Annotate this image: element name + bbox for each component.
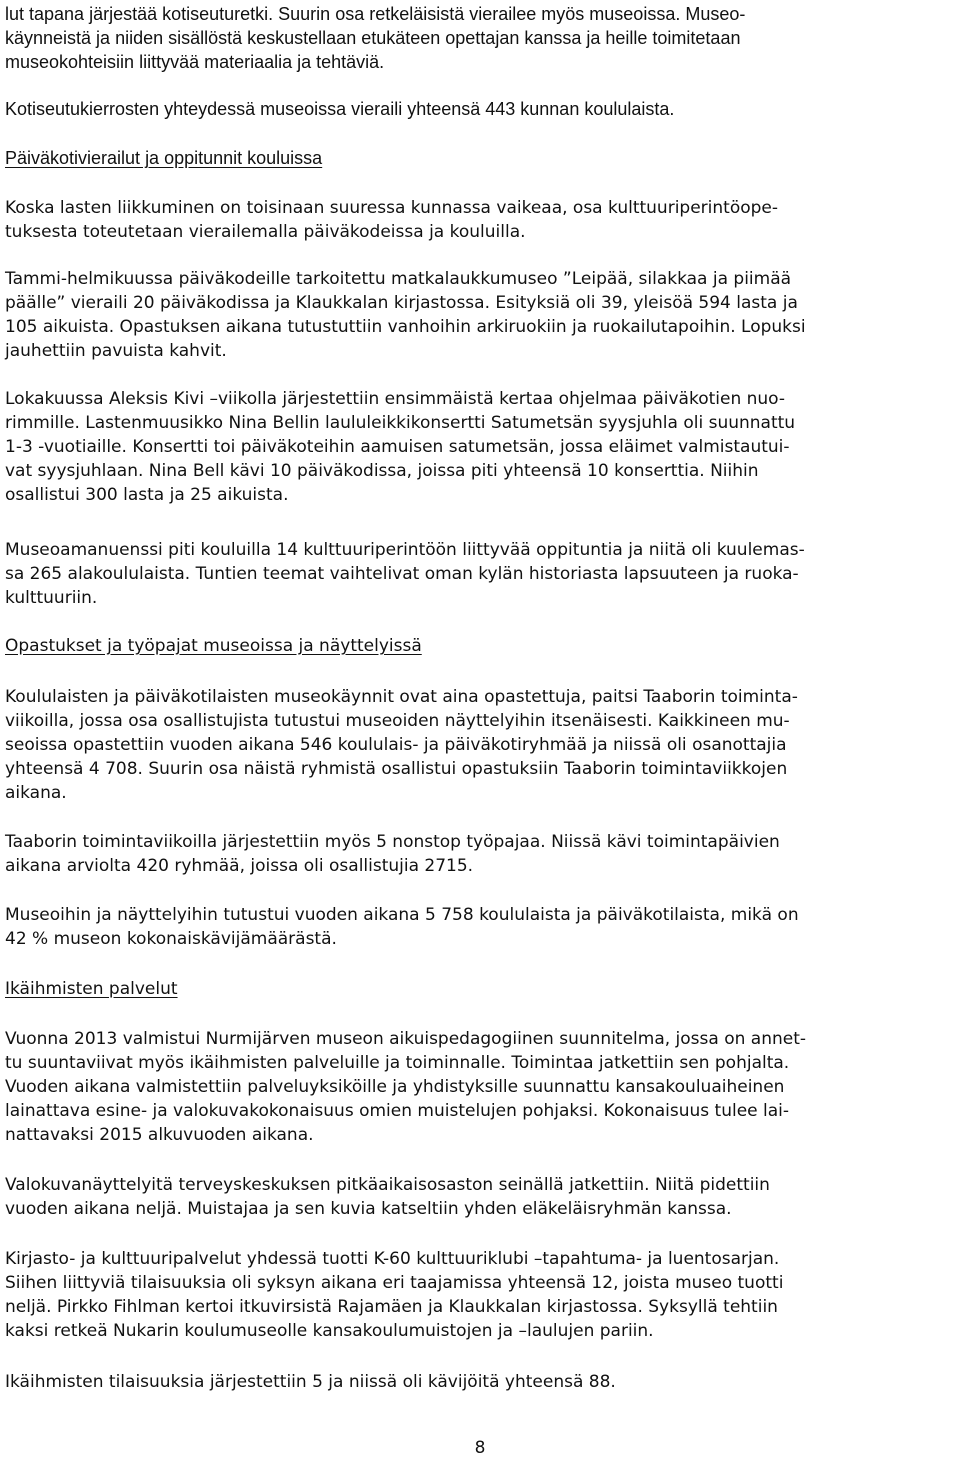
paragraph-line: Vuoden aikana valmistettiin palveluyksiköille ja yhdistyksille suunnattu kansakouluaiheinen xyxy=(5,1077,785,1097)
paragraph-line: tuksesta toteutetaan vierailemalla päiväkodeissa ja kouluilla. xyxy=(5,222,526,242)
paragraph-line: Vuonna 2013 valmistui Nurmijärven museon aikuispedagogiinen suunnitelma, jossa on annet- xyxy=(5,1029,807,1049)
paragraph-line: museokohteisiin liittyvää materiaalia ja tehtäviä. xyxy=(5,52,385,72)
section-heading: Päiväkotivierailut ja oppitunnit kouluissa xyxy=(5,148,323,168)
paragraph-line: Museoamanuenssi piti kouluilla 14 kulttuuriperintöön liittyvää oppituntia ja niitä oli kuulemas- xyxy=(5,540,805,560)
paragraph-line: 105 aikuista. Opastuksen aikana tutustuttiin vanhoihin arkiruokiin ja ruokailutapoihin. Lopuksi xyxy=(5,317,806,337)
paragraph-line: Taaborin toimintaviikoilla järjestettiin myös 5 nonstop työpajaa. Niissä kävi toimintapäivien xyxy=(5,832,780,852)
paragraph-line: Siihen liittyviä tilaisuuksia oli syksyn aikana eri taajamissa yhteensä 12, joista museo tuotti xyxy=(5,1273,784,1293)
paragraph-line: 1-3 -vuotiaille. Konsertti toi päiväkoteihin aamuisen satumetsän, jossa eläimet valmistautui- xyxy=(5,437,790,457)
paragraph-line: Lokakuussa Aleksis Kivi –viikolla järjestettiin ensimmäistä kertaa ohjelmaa päiväkotien nuo- xyxy=(5,389,786,409)
paragraph-line: Koululaisten ja päiväkotilaisten museokäynnit ovat aina opastettuja, paitsi Taaborin toiminta- xyxy=(5,687,798,707)
paragraph-line: Valokuvanäyttelyitä terveyskeskuksen pitkäaikaisosaston seinällä jatkettiin. Niitä pidettiin xyxy=(5,1175,770,1195)
paragraph-line: vuoden aikana neljä. Muistajaa ja sen kuvia katseltiin yhden eläkeläisryhmän kanssa. xyxy=(5,1199,732,1219)
paragraph-line: viikoilla, jossa osa osallistujista tutustui museoiden näyttelyihin itsenäisesti. Kaikkineen mu- xyxy=(5,711,790,731)
page-number: 8 xyxy=(474,1438,486,1458)
paragraph-line: jauhettiin pavuista kahvit. xyxy=(5,341,227,361)
paragraph-line: Museoihin ja näyttelyihin tutustui vuoden aikana 5 758 koululaista ja päiväkotilaista, mikä on xyxy=(5,905,799,925)
paragraph-line: aikana arviolta 420 ryhmää, joissa oli osallistujia 2715. xyxy=(5,856,474,876)
paragraph-line: osallistui 300 lasta ja 25 aikuista. xyxy=(5,485,289,505)
paragraph-line: vat syysjuhlaan. Nina Bell kävi 10 päiväkodissa, joissa piti yhteensä 10 konserttia. Niihin xyxy=(5,461,759,481)
paragraph-line: Ikäihmisten tilaisuuksia järjestettiin 5 ja niissä oli kävijöitä yhteensä 88. xyxy=(5,1372,616,1392)
section-heading: Opastukset ja työpajat museoissa ja näyttelyissä xyxy=(5,636,422,656)
paragraph-line: Kirjasto- ja kulttuuripalvelut yhdessä tuotti K-60 kulttuuriklubi –tapahtuma- ja luentosarjan. xyxy=(5,1249,780,1269)
paragraph-line: yhteensä 4 708. Suurin osa näistä ryhmistä osallistui opastuksiin Taaborin toimintaviikkojen xyxy=(5,759,788,779)
paragraph-line: lainattava esine- ja valokuvakokonaisuus omien muistelujen pohjaksi. Kokonaisuus tulee lai- xyxy=(5,1101,790,1121)
paragraph-line: lut tapana järjestää kotiseuturetki. Suurin osa retkeläisistä vierailee myös museoissa. Museo- xyxy=(5,4,746,24)
paragraph-line: käynneistä ja niiden sisällöstä keskustellaan etukäteen opettajan kanssa ja heille toimitetaan xyxy=(5,28,741,48)
section-heading: Ikäihmisten palvelut xyxy=(5,979,178,999)
paragraph-line: neljä. Pirkko Fihlman kertoi itkuvirsistä Rajamäen ja Klaukkalan kirjastossa. Syksyllä tehtiin xyxy=(5,1297,778,1317)
paragraph-line: kaksi retkeä Nukarin koulumuseolle kansakoulumuistojen ja –laulujen pariin. xyxy=(5,1321,654,1341)
paragraph-line: seoissa opastettiin vuoden aikana 546 koululais- ja päiväkotiryhmää ja niissä oli osanottajia xyxy=(5,735,787,755)
paragraph-line: päälle” vieraili 20 päiväkodissa ja Klaukkalan kirjastossa. Esityksiä oli 39, yleisöä 594 lasta ja xyxy=(5,293,798,313)
paragraph-line: aikana. xyxy=(5,783,67,803)
paragraph-line: 42 % museon kokonaiskävijämäärästä. xyxy=(5,929,337,949)
paragraph-line: Koska lasten liikkuminen on toisinaan suuressa kunnassa vaikeaa, osa kulttuuriperintöope- xyxy=(5,198,779,218)
paragraph-line: sa 265 alakoululaista. Tuntien teemat vaihtelivat oman kylän historiasta lapsuuteen ja ruoka- xyxy=(5,564,799,584)
paragraph-line: nattavaksi 2015 alkuvuoden aikana. xyxy=(5,1125,314,1145)
paragraph-line: rimmille. Lastenmuusikko Nina Bellin laululeikkikonsertti Satumetsän syysjuhla oli suunnattu xyxy=(5,413,796,433)
paragraph-line: tu suuntaviivat myös ikäihmisten palveluille ja toiminnalle. Toimintaa jatkettiin sen pohjalta. xyxy=(5,1053,790,1073)
paragraph-line: Kotiseutukierrosten yhteydessä museoissa vieraili yhteensä 443 kunnan koululaista. xyxy=(5,99,675,119)
paragraph-line: kulttuuriin. xyxy=(5,588,98,608)
paragraph-line: Tammi-helmikuussa päiväkodeille tarkoitettu matkalaukkumuseo ”Leipää, silakkaa ja piimää xyxy=(5,269,792,289)
